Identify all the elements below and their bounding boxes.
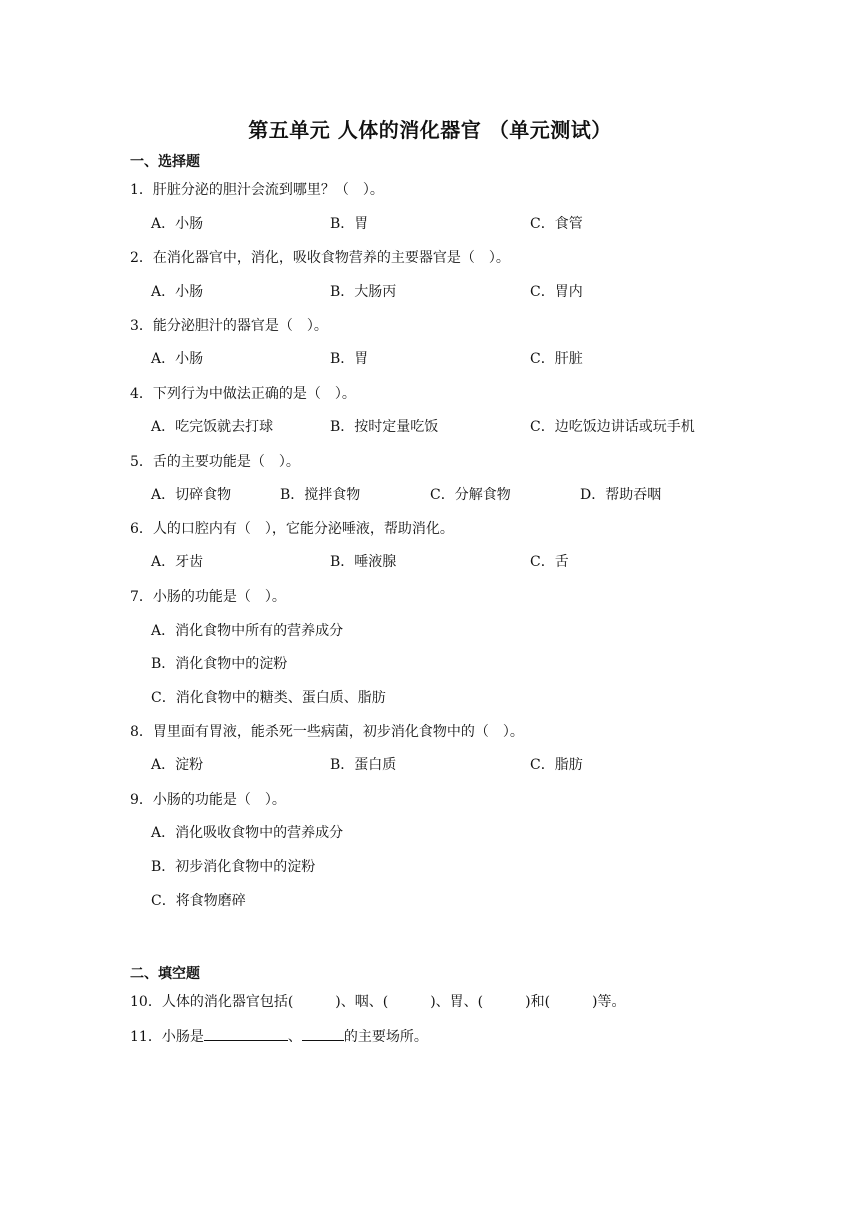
section-heading-choice: 一、选择题 [130, 154, 200, 170]
question-4: 4．下列行为中做法正确的是（ ）。 [130, 386, 356, 402]
question-5-option-c: C．分解食物 [430, 487, 511, 503]
question-8-option-c: C．脂肪 [530, 757, 583, 773]
question-11-suffix: 的主要场所。 [343, 1029, 428, 1045]
question-3-option-c: C．肝脏 [530, 351, 583, 367]
question-11 [130, 1026, 428, 1046]
question-3: 3．能分泌胆汁的器官是（ ）。 [130, 318, 328, 334]
question-6-option-a: A．牙齿 [151, 554, 204, 570]
question-11-prefix: 11．小肠是 [130, 1029, 204, 1045]
answer-blank-1[interactable] [204, 1026, 288, 1041]
question-4-option-c: C．边吃饭边讲话或玩手机 [530, 419, 695, 435]
question-5-option-a: A．切碎食物 [151, 487, 232, 503]
question-7-option-c: C．消化食物中的糖类、蛋白质、脂肪 [151, 690, 386, 706]
question-9-option-b: B．初步消化食物中的淀粉 [151, 859, 316, 875]
question-9: 9．小肠的功能是（ ）。 [130, 792, 286, 808]
question-5-option-b: B．搅拌食物 [280, 487, 361, 503]
question-1-option-c: C．食管 [530, 216, 583, 232]
question-2: 2．在消化器官中，消化，吸收食物营养的主要器官是（ ）。 [130, 250, 510, 266]
question-6-option-c: C．舌 [530, 554, 569, 570]
question-6: 6．人的口腔内有（ ），它能分泌唾液，帮助消化。 [130, 521, 454, 537]
question-4-option-a: A．吃完饭就去打球 [151, 419, 274, 435]
question-5-option-d: D．帮助吞咽 [580, 487, 662, 503]
question-7-option-b: B．消化食物中的淀粉 [151, 656, 288, 672]
question-6-option-b: B．唾液腺 [330, 554, 397, 570]
question-7: 7．小肠的功能是（ ）。 [130, 589, 286, 605]
answer-blank-2[interactable] [302, 1026, 344, 1041]
question-1-option-a: A．小肠 [151, 216, 204, 232]
question-4-option-b: B．按时定量吃饭 [330, 419, 439, 435]
question-9-option-a: A．消化吸收食物中的营养成分 [151, 825, 344, 841]
question-2-option-b: B．大肠丙 [330, 284, 397, 300]
question-8: 8．胃里面有胃液，能杀死一些病菌，初步消化食物中的（ ）。 [130, 724, 524, 740]
question-1: 1．肝脏分泌的胆汁会流到哪里？（ ）。 [130, 182, 384, 198]
question-3-option-b: B．胃 [330, 351, 369, 367]
page-title: 第五单元 人体的消化器官 （单元测试） [248, 118, 612, 142]
question-8-option-b: B．蛋白质 [330, 757, 397, 773]
question-7-option-a: A．消化食物中所有的营养成分 [151, 623, 344, 639]
question-5: 5．舌的主要功能是（ ）。 [130, 454, 300, 470]
question-2-option-c: C．胃内 [530, 284, 583, 300]
question-8-option-a: A．淀粉 [151, 757, 204, 773]
question-3-option-a: A．小肠 [151, 351, 204, 367]
question-9-option-c: C．将食物磨碎 [151, 893, 246, 909]
question-11-separator: 、 [287, 1029, 302, 1045]
question-10: 10．人体的消化器官包括( )、咽、( )、胃、( )和( )等。 [130, 994, 626, 1010]
section-heading-fill: 二、填空题 [130, 966, 200, 982]
question-2-option-a: A．小肠 [151, 284, 204, 300]
question-1-option-b: B．胃 [330, 216, 369, 232]
